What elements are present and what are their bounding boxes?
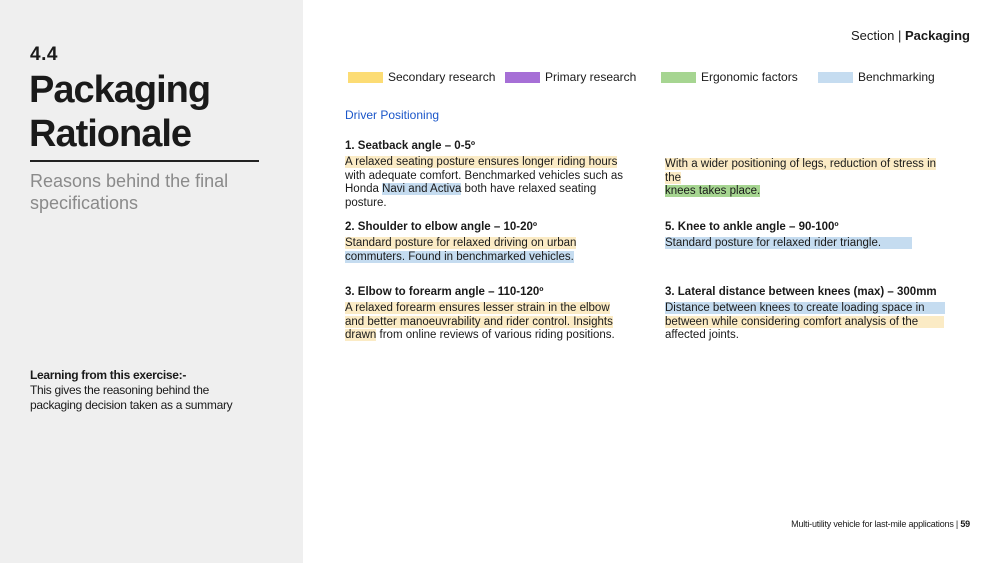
highlight-benchmark: Distance between knees to create loading space in [665,302,945,314]
legend-label: Benchmarking [858,70,935,84]
page-title-line2: Rationale [29,113,192,155]
block-seatback-angle [345,140,630,210]
text-plain: with adequate comfort. Benchmarked vehicles such as Honda [345,169,624,195]
legend-swatch [661,72,696,83]
legend-swatch [348,72,383,83]
legend-item-benchmarking [818,70,935,84]
block-title: 2. Shoulder to elbow angle – 10-20º [345,221,538,233]
block-knee-ankle-angle [665,221,950,251]
block-shoulder-elbow-angle [345,221,630,264]
page-number: 59 [960,519,970,529]
block-text [345,156,630,210]
block-text [345,237,630,264]
highlight-secondary: Standard posture for relaxed driving on urban [345,237,577,249]
block-text [665,302,950,343]
legend-swatch [818,72,853,83]
section-prefix: Section | [850,28,902,43]
highlight-secondary: A relaxed forearm ensures lesser strain in the elbow and better manoeuvrability and rider control. Insights drawn [345,302,613,341]
footer-text: Multi-utility vehicle for last-mile applications | [791,519,959,529]
legend-item-primary-research [505,70,636,84]
title-divider [30,160,259,162]
block-title: 3. Lateral distance between knees (max) – 300mm [665,286,937,298]
highlight-benchmark: Standard posture for relaxed rider triangle. [665,237,912,249]
highlight-ergonomic: knees takes place. [665,185,761,197]
highlight-benchmark: commuters. Found in benchmarked vehicles. [345,250,574,263]
learning-body: This gives the reasoning behind the packaging decision taken as a summary [30,383,233,412]
page-title-line1: Packaging [29,69,211,111]
block-elbow-forearm-angle [345,286,630,343]
block-lateral-knee-distance [665,286,950,343]
legend-swatch [505,72,540,83]
highlight-secondary: A relaxed seating posture ensures longer riding hours [345,156,618,168]
block-text [665,237,950,251]
learning-heading: Learning from this exercise:- [30,368,187,382]
legend-label: Ergonomic factors [701,70,798,84]
block-title: 3. Elbow to forearm angle – 110-120º [345,286,544,298]
legend-label: Secondary research [388,70,496,84]
block-title: 5. Knee to ankle angle – 90-100º [665,221,839,233]
legend [0,70,1000,86]
legend-label: Primary research [545,70,637,84]
legend-item-ergonomic-factors [661,70,798,84]
highlight-secondary: between while considering comfort analysis of the [665,316,944,328]
block-text [345,302,630,343]
page-subtitle: Reasons behind the final specifications [30,171,229,213]
section-name: Packaging [904,28,970,43]
section-number: 4.4 [30,44,58,65]
text-plain: affected joints. [665,329,739,341]
block-leg-positioning [665,158,950,199]
text-plain: from online reviews of various riding positions. [376,329,615,341]
footer [791,519,970,529]
block-title: 1. Seatback angle – 0-5º [345,140,476,152]
highlight-benchmark: Navi and Activa [382,183,462,195]
block-text [665,158,950,199]
driver-positioning-heading: Driver Positioning [345,108,440,122]
legend-item-secondary-research [348,70,495,84]
text-plain: both have relaxed seating posture. [345,183,597,209]
highlight-secondary: With a wider positioning of legs, reduction of stress in the [665,158,937,184]
section-label [851,28,970,43]
